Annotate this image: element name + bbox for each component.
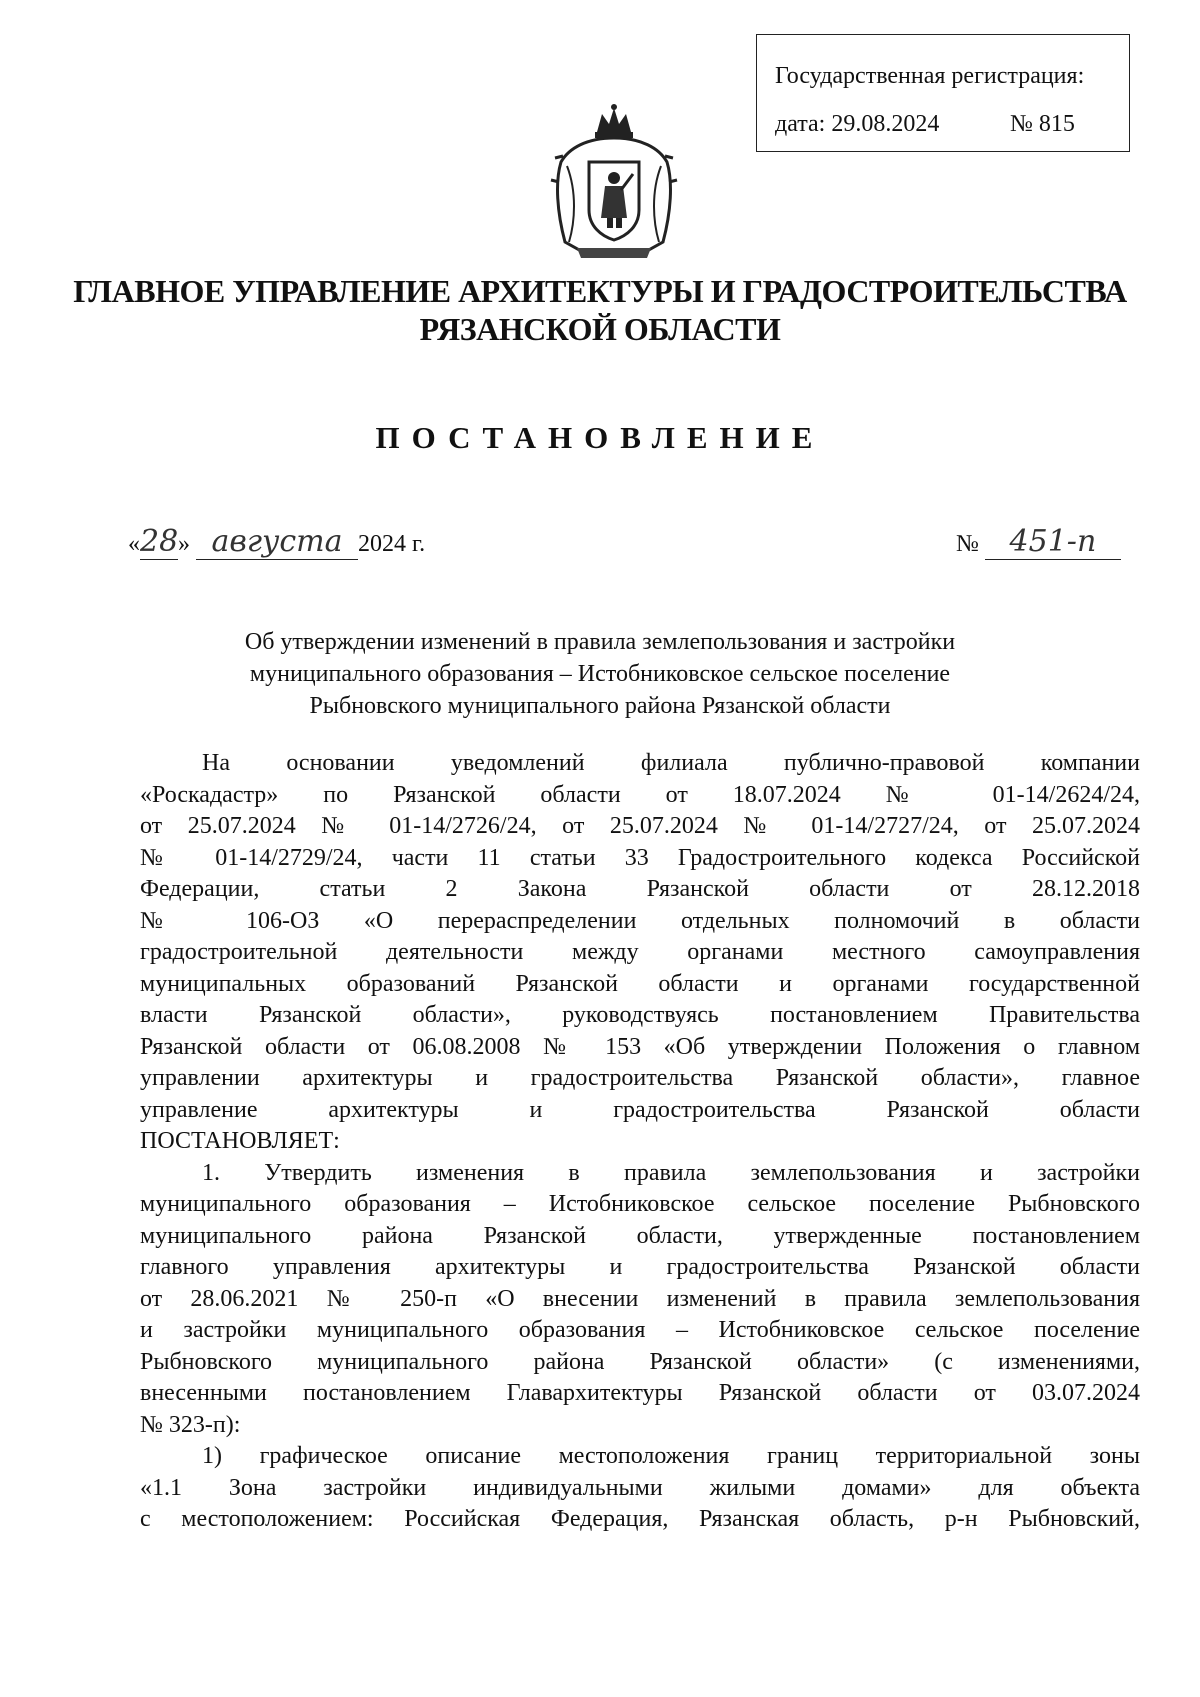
body-line: № 323-п): <box>140 1411 241 1438</box>
document-subject <box>150 626 1050 722</box>
body-line-resolves: ПОСТАНОВЛЯЕТ: <box>140 1128 340 1154</box>
organization-line-1: ГЛАВНОЕ УПРАВЛЕНИЕ АРХИТЕКТУРЫ И ГРАДОСТРОИТЕЛЬСТВА <box>73 273 1127 309</box>
body-line: «Роскадастр» по Рязанской области от 18.07.2024 № 01-14/2624/24, <box>140 781 1140 808</box>
body-line: внесенными постановлением Главархитектуры Рязанской области от 03.07.2024 <box>140 1380 1140 1406</box>
body-line: муниципального образования – Истобниковское сельское поселение Рыбновского <box>140 1191 1140 1217</box>
body-line: от 28.06.2021 № 250-п «О внесении изменений в правила землепользования <box>140 1285 1140 1312</box>
body-line: 1) графическое описание местоположения границ территориальной зоны <box>202 1443 1140 1469</box>
registration-title: Государственная регистрация: <box>775 63 1085 89</box>
body-line: Рыбновского муниципального района Рязанской области» (с изменениями, <box>140 1348 1140 1375</box>
subject-line: муниципального образования – Истобниковское сельское поселение <box>249 661 951 687</box>
body-line: от 25.07.2024 № 01-14/2726/24, от 25.07.2024 № 01-14/2727/24, от 25.07.2024 <box>140 813 1140 839</box>
date-day: 28 <box>140 524 179 559</box>
organization-name <box>60 272 1140 348</box>
body-line: власти Рязанской области», руководствуясь постановлением Правительства <box>140 1002 1140 1028</box>
body-line: управлении архитектуры и градостроительства Рязанской области», главное <box>140 1065 1140 1091</box>
body-line: 1. Утвердить изменения в правила землепользования и застройки <box>202 1159 1140 1186</box>
body-line: Федерации, статьи 2 Закона Рязанской области от 28.12.2018 <box>140 876 1140 902</box>
body-line: и застройки муниципального образования – Истобниковское сельское поселение <box>140 1317 1140 1343</box>
document-number-prefix: № <box>956 531 979 557</box>
body-line: № 01-14/2729/24, части 11 статьи 33 Градостроительного кодекса Российской <box>140 844 1140 871</box>
coat-of-arms-icon <box>547 102 681 260</box>
body-line: управление архитектуры и градостроительства Рязанской области <box>140 1096 1140 1123</box>
document-body <box>140 748 1140 1536</box>
body-line: главного управления архитектуры и градостроительства Рязанской области <box>140 1254 1140 1280</box>
body-line: На основании уведомлений филиала публично-правовой компании <box>202 750 1140 776</box>
body-line: № 106-ОЗ «О перераспределении отдельных полномочий в области <box>140 907 1140 934</box>
date-close-quote: » <box>178 531 190 557</box>
body-line: градостроительной деятельности между органами местного самоуправления <box>140 939 1140 965</box>
body-line: «1.1 Зона застройки индивидуальными жилыми домами» для объекта <box>140 1474 1140 1501</box>
date-open-quote: « <box>128 531 140 557</box>
date-year: 2024 г. <box>358 531 426 557</box>
document-number-value: 451-п <box>985 524 1121 560</box>
registration-stamp <box>756 34 1130 152</box>
body-line: муниципального района Рязанской области, утвержденные постановлением <box>140 1222 1140 1249</box>
date-month: августа <box>196 524 358 560</box>
body-line: Рязанской области от 06.08.2008 № 153 «Об утверждении Положения о главном <box>140 1033 1140 1060</box>
registration-number: № 815 <box>1010 111 1075 137</box>
organization-line-2: РЯЗАНСКОЙ ОБЛАСТИ <box>419 311 781 347</box>
document-date <box>128 524 425 560</box>
subject-line: Об утверждении изменений в правила землепользования и застройки <box>244 629 956 655</box>
body-line: муниципальных образований Рязанской области и органами государственной <box>140 970 1140 997</box>
registration-date: дата: 29.08.2024 <box>775 111 940 137</box>
subject-line: Рыбновского муниципального района Рязанской области <box>309 693 891 719</box>
document-number <box>956 524 1121 560</box>
body-line: с местоположением: Российская Федерация, Рязанская область, р-н Рыбновский, <box>140 1506 1140 1532</box>
document-type: ПОСТАНОВЛЕНИЕ <box>375 420 825 455</box>
